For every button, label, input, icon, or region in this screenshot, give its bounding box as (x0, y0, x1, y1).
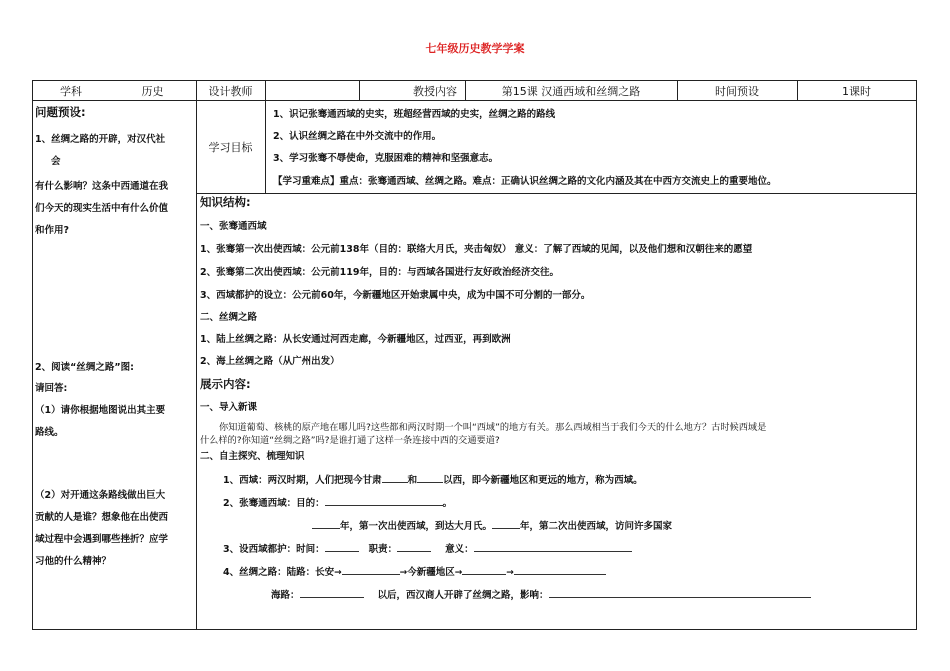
blank-field[interactable] (514, 564, 606, 575)
questions-heading: 问题预设: (35, 105, 86, 119)
fill-line-xiyu (223, 472, 643, 487)
section-heading: 一、导入新课 (200, 402, 258, 413)
question-text: 们今天的现实生活中有什么价值 (35, 203, 169, 214)
document-title: 七年级历史教学学案 (425, 42, 525, 55)
fill-text: 3、设西域都护：时间： (223, 544, 325, 555)
fill-text: 1、西域：两汉时期，人们把现今甘肃 (223, 475, 382, 486)
worksheet-table (32, 80, 917, 630)
objectives-label: 学习目标 (208, 140, 253, 154)
blank-field[interactable] (549, 587, 811, 598)
blank-field[interactable] (325, 541, 359, 552)
blank-field[interactable] (300, 587, 364, 598)
question-text: 请回答: (35, 383, 68, 394)
arrow-icon: → (454, 568, 463, 578)
row-divider (33, 100, 916, 101)
blank-field[interactable] (342, 564, 400, 575)
blank-field[interactable] (492, 518, 520, 529)
blank-field[interactable] (462, 564, 506, 575)
knowledge-item: 2、海上丝绸之路（从广州出发） (200, 356, 340, 367)
knowledge-item: 1、张骞第一次出使西域：公元前138年（目的：联络大月氏，夹击匈奴） 意义：了解了西域的见闻，以及他们想和汉朝往来的愿望 (200, 244, 753, 255)
question-text: （1）请你根据地图说出其主要 (35, 405, 166, 416)
fill-text: 。 (442, 498, 453, 509)
question-text: 和作用? (35, 225, 70, 236)
question-text: 习他的什么精神？ (35, 556, 112, 567)
blank-field[interactable] (325, 495, 443, 506)
arrow-icon: → (506, 568, 514, 578)
blank-field[interactable] (474, 541, 632, 552)
arrow-icon: → (399, 568, 408, 578)
question-text: 域过程中会遇到哪些挫折？应学 (35, 534, 169, 545)
fill-text: 以后，西汉商人开辟了丝绸之路，影响： (377, 590, 549, 601)
fill-text: 意义： (445, 544, 474, 555)
fill-line-duhu (223, 541, 632, 556)
fill-line-zhangqian (223, 495, 452, 510)
fill-text: 2、张骞通西域：目的： (223, 498, 325, 509)
lesson-title: 第15课 汉通西域和丝绸之路 (501, 84, 641, 98)
objective-item: 3、学习张骞不辱使命，克服困难的精神和坚强意志。 (273, 153, 499, 164)
subject-value: 历史 (141, 84, 164, 98)
fill-text: 和 (407, 475, 418, 486)
arrow-icon: → (334, 568, 342, 578)
knowledge-item: 3、西域都护的设立：公元前60年，今新疆地区开始隶属中央，成为中国不可分割的一部分。 (200, 290, 591, 301)
question-text: 贡献的人是谁？想象他在出使西 (35, 512, 169, 523)
subject-label: 学科 (60, 84, 82, 98)
section-heading: 二、自主探究、梳理知识 (200, 451, 305, 462)
time-label: 时间预设 (715, 84, 759, 98)
blank-field[interactable] (312, 518, 340, 529)
time-value: 1课时 (842, 84, 871, 98)
knowledge-item: 1、陆上丝绸之路：从长安通过河西走廊，今新疆地区，过西亚，再到欧洲 (200, 334, 511, 345)
fill-line-silkroad (223, 564, 606, 580)
keypoints-text: 【学习重难点】重点：张骞通西域、丝绸之路。难点：正确认识丝绸之路的文化内涵及其在中西方交流史上的重要地位。 (273, 176, 777, 187)
question-text: 会 (51, 156, 61, 167)
section-heading: 一、张骞通西域 (200, 221, 267, 232)
fill-text: 以西，即今新疆地区和更远的地方，称为西域。 (443, 475, 643, 486)
fill-text: 年，第二次出使西域，访问许多国家 (520, 521, 673, 532)
col-divider (265, 100, 266, 193)
fill-line-sea-route (271, 587, 811, 602)
knowledge-item: 2、张骞第二次出使西域：公元前119年，目的：与西域各国进行友好政治经济交往。 (200, 267, 559, 278)
fill-text: 海路： (271, 590, 300, 601)
intro-paragraph: 什么样的?你知道“丝绸之路”吗?是谁打通了这样一条连接中西的交通要道? (200, 435, 500, 446)
fill-text: 4、丝绸之路：陆路：长安 (223, 567, 335, 578)
display-heading: 展示内容: (200, 377, 251, 391)
section-heading: 二、丝绸之路 (200, 312, 258, 323)
designer-label: 设计教师 (208, 84, 253, 98)
question-text: 1、丝绸之路的开辟，对汉代社 (35, 134, 166, 145)
question-text: 2、阅读“丝绸之路”图: (35, 362, 134, 373)
question-text: （2）对开通这条路线做出巨大 (35, 490, 166, 501)
fill-text: 今新疆地区 (407, 567, 455, 578)
objective-item: 2、认识丝绸之路在中外交流中的作用。 (273, 131, 442, 142)
question-text: 路线。 (35, 427, 64, 438)
blank-field[interactable] (382, 472, 408, 483)
fill-text: 职责： (368, 544, 398, 555)
row-divider (196, 193, 916, 194)
question-text: 有什么影响？这条中西通道在我 (35, 181, 169, 192)
designer-value (265, 81, 359, 100)
blank-field[interactable] (397, 541, 431, 552)
fill-text: 年，第一次出使西域，到达大月氏。 (340, 521, 493, 532)
objective-item: 1、识记张骞通西域的史实，班超经营西域的史实，丝绸之路的路线 (273, 109, 556, 120)
fill-line-missions (312, 518, 672, 533)
knowledge-heading: 知识结构: (200, 195, 251, 209)
blank-field[interactable] (417, 472, 443, 483)
content-label: 教授内容 (413, 84, 457, 98)
intro-paragraph: 你知道葡萄、核桃的原产地在哪儿吗?这些都和两汉时期一个叫“西域”的地方有关。那么西域相当于我们今天的什么地方？古时候西域是 (219, 422, 767, 433)
